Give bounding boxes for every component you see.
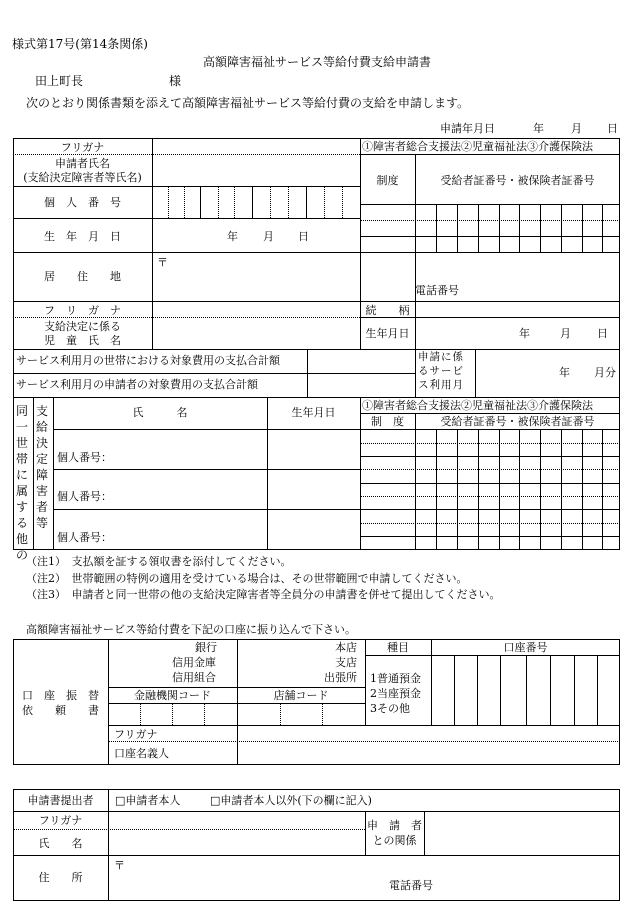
note-3: （注3） 申請者と同一世帯の他の支給決定障害者等全員分の申請書を併せて提出してください。 [26,588,501,601]
birth-day: 日 [298,230,309,243]
store-code-label: 店舗コード [273,689,329,702]
child-name-label-1: 支給決定に係る [44,320,121,333]
submitter-name-label: 氏 名 [38,837,83,850]
birth-date-label: 生 年 月 日 [44,230,121,243]
furigana-label: フリガナ [60,141,105,154]
date-month: 月 [571,122,582,135]
applicant-name-label: 申請者氏名 [55,157,110,170]
cert-label: 受給者証番号・被保険者証番号 [440,174,595,187]
intro-text: 次のとおり関係書類を添えて高額障害福祉サービス等給付費の支給を申請します。 [26,96,470,110]
usage-month-label-3: ス利用月 [418,379,464,391]
form-number: 様式第17号(第14条関係) [12,37,148,51]
honorific: 様 [169,74,182,88]
household-personal-number-2: 個人番号： [57,490,112,503]
relation-label: 続 柄 [365,304,410,317]
postal-mark: 〒 [157,256,168,269]
system-label: 制度 [376,174,399,187]
submitter-option-self[interactable]: □申請者本人 [115,794,181,807]
bank-table [13,639,620,765]
phone-label: 電話番号 [415,284,459,297]
household-name-col: 氏 名 [132,406,188,419]
household-side-label-1: 同一世帯に属する他の [16,404,29,562]
account-type-1: 1普通預金 [370,672,421,685]
note-1: （注1） 支払額を証する領収書を添付してください。 [26,555,292,568]
account-type-2: 2当座預金 [370,687,421,700]
usage-month-label-2: るサービ [418,365,464,377]
household-personal-number-3: 個人番号： [57,531,112,544]
bank-bank: 銀行 [195,641,217,654]
bank-head-office: 本店 [335,641,357,654]
usage-month: 月分 [594,366,616,379]
account-number-label: 口座番号 [503,641,548,654]
child-birth-label: 生年月日 [365,327,410,340]
birth-year: 年 [227,230,238,243]
date-day: 日 [607,122,618,135]
applicant-name-sub: (支給決定障害者等氏名) [23,171,142,184]
usage-month-label-1: 申請に係 [418,351,464,363]
child-birth-month: 月 [560,327,571,340]
note-2: （注2） 世帯範囲の特例の適用を受けている場合は、その世帯範囲で申請してください。 [26,572,468,585]
submitter-option-other[interactable]: □申請者本人以外(下の欄に記入) [210,794,372,807]
bank-furigana-label: フリガナ [114,728,158,741]
usage-year: 年 [559,366,570,379]
birth-month: 月 [263,230,274,243]
bank-label-1: 口 座 振 替 [22,689,99,702]
law-options: ①障害者総合支援法②児童福祉法③介護保険法 [362,140,593,153]
bank-credit-bank: 信用金庫 [172,656,216,669]
household-system-label: 制 度 [371,415,404,428]
bank-credit-union: 信用組合 [172,671,216,684]
bank-code-label: 金融機関コード [134,689,211,702]
submitter-postal-mark: 〒 [114,859,125,872]
child-furigana-label: フ リ ガ ナ [44,304,121,317]
account-type-3: 3その他 [370,702,410,715]
household-birth-col: 生年月日 [291,406,336,419]
applicant-total-label: サービス利用月の申請者の対象費用の支払合計額 [16,378,258,391]
household-total-label: サービス利用月の世帯における対象費用の支払合計額 [16,354,280,367]
account-holder-label: 口座名義人 [114,747,169,760]
submitter-phone-label: 電話番号 [389,879,433,892]
addressee: 田上町長 [35,74,84,88]
bank-label-2: 依 頼 書 [22,704,99,717]
household-side-label-2: 支給決定障害者等 [36,404,49,530]
household-cert-label: 受給者証番号・被保険者証番号 [440,415,595,428]
account-type-label: 種目 [387,641,409,654]
date-year: 年 [533,122,544,135]
household-personal-number-1: 個人番号： [57,451,112,464]
bank-branch: 支店 [335,656,357,669]
form-title: 高額障害福祉サービス等給付費支給申請書 [203,55,432,69]
bank-intro: 高額障害福祉サービス等給付費を下記の口座に振り込んで下さい。 [26,623,356,636]
child-birth-year: 年 [519,327,530,340]
child-name-label-2: 児 童 氏 名 [44,334,121,347]
submitter-address-label: 住 所 [38,871,83,884]
household-law-options: ①障害者総合支援法②児童福祉法③介護保険法 [362,399,593,412]
address-label: 居 住 地 [44,270,121,283]
personal-number-label: 個 人 番 号 [44,196,121,209]
bank-sub-branch: 出張所 [324,671,357,684]
submitter-relation-1: 申 請 者 [367,819,422,832]
child-birth-day: 日 [597,327,608,340]
submitter-furigana-label: フリガナ [38,814,83,827]
submitter-label: 申請書提出者 [27,794,94,807]
date-label: 申請年月日 [440,122,495,135]
submitter-relation-2: との関係 [372,834,417,847]
